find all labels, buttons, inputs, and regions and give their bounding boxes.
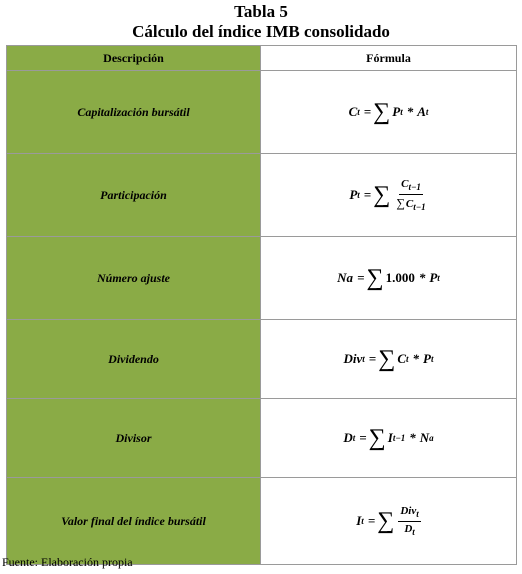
formula-symbol: P [423, 351, 431, 366]
formula-market-cap [349, 100, 429, 124]
formula-symbol: Na [337, 270, 354, 285]
summation-symbol: ∑ [377, 508, 395, 534]
formula-symbol: D [343, 430, 353, 445]
row-description: Valor final del índice bursátil [7, 478, 261, 565]
formula-symbol: A [417, 104, 426, 119]
row-description: Capitalización bursátil [7, 71, 261, 154]
formula-subscript: t [362, 354, 365, 364]
formula-subscript: t [352, 433, 356, 443]
formula-symbol: P [392, 104, 401, 119]
row-description: Número ajuste [7, 237, 261, 320]
row-formula [261, 478, 517, 565]
table-row [7, 154, 517, 237]
header-formula: Fórmula [261, 46, 517, 71]
row-formula [261, 154, 517, 237]
formula-symbol: I [387, 430, 393, 445]
row-description: Participación [7, 154, 261, 237]
formula-subscript: t−1 [392, 433, 406, 443]
equals-sign: = [363, 104, 372, 119]
equals-sign: = [363, 187, 372, 202]
equals-sign: = [368, 351, 377, 366]
summation-symbol: ∑ [368, 425, 386, 451]
formula-table [6, 45, 517, 565]
formula-subscript: t [425, 107, 429, 117]
row-formula [261, 399, 517, 478]
source-note: Fuente: Elaboración propia [2, 555, 133, 569]
multiply-operator: * [409, 430, 416, 445]
fraction [394, 178, 427, 211]
fraction-denominator: $D_t$ [404, 522, 415, 537]
equals-sign: = [367, 513, 376, 528]
summation-symbol: ∑ [378, 346, 396, 372]
formula-symbol: C [397, 351, 406, 366]
row-formula [261, 71, 517, 154]
row-formula [261, 320, 517, 399]
table-row [7, 71, 517, 154]
formula-symbol: P [429, 270, 438, 285]
formula-dividend [344, 347, 434, 371]
header-description: Descripción [7, 46, 261, 71]
formula-symbol: C [348, 104, 358, 119]
table-header-row [7, 46, 517, 71]
fraction-numerator: Div$_t$ [400, 505, 419, 520]
fraction-denominator: $\sum C_{t-1}$ [396, 195, 426, 212]
formula-constant: 1.000 [385, 270, 415, 285]
multiply-operator: * [412, 351, 420, 366]
fraction-numerator: $C_{t-1}$ [401, 178, 421, 193]
summation-symbol: ∑ [366, 265, 384, 291]
equals-sign: = [359, 430, 367, 445]
fraction [398, 505, 420, 536]
summation-symbol: ∑ [373, 182, 391, 208]
formula-symbol: N [419, 430, 430, 445]
formula-subscript: t [400, 107, 403, 117]
formula-subscript: t [357, 190, 360, 200]
table-row [7, 478, 517, 565]
formula-symbol: I [356, 513, 362, 528]
equals-sign: = [357, 270, 365, 285]
formula-adjustment [337, 266, 440, 290]
formula-symbol: P [349, 187, 358, 202]
formula-subscript: t [357, 107, 360, 117]
row-description: Dividendo [7, 320, 261, 399]
multiply-operator: * [418, 270, 426, 285]
formula-symbol: Div [343, 351, 363, 366]
formula-subscript: t [406, 354, 409, 364]
formula-final-index [356, 505, 421, 536]
multiply-operator: * [406, 104, 414, 119]
table-title: Cálculo del índice IMB consolidado [132, 22, 390, 41]
table-number: Tabla 5 [234, 2, 288, 21]
formula-subscript: a [429, 433, 434, 443]
formula-subscript: t [437, 273, 440, 283]
summation-symbol: ∑ [373, 99, 391, 125]
row-description: Divisor [7, 399, 261, 478]
row-formula [261, 237, 517, 320]
formula-divisor [343, 426, 433, 450]
formula-subscript: t [430, 354, 434, 364]
formula-subscript: t [361, 516, 364, 526]
table-row [7, 399, 517, 478]
table-row [7, 320, 517, 399]
table-row [7, 237, 517, 320]
formula-participation [349, 178, 427, 211]
